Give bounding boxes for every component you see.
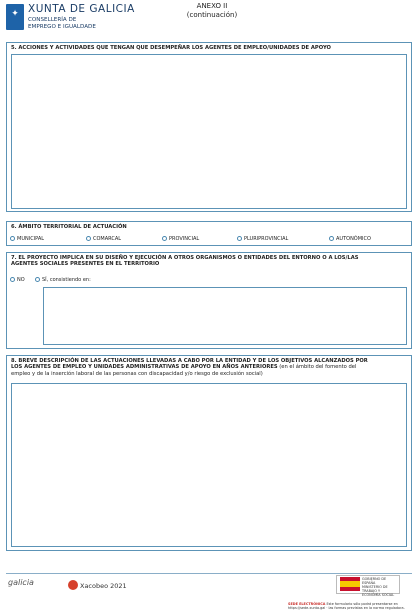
radio-comarcal[interactable] — [86, 236, 91, 241]
option-provincial-label: PROVINCIAL — [169, 235, 200, 242]
radio-municipal[interactable] — [10, 236, 15, 241]
option-comarcal-label: COMARCAL — [93, 235, 122, 242]
radio-pluriprovincial[interactable] — [237, 236, 242, 241]
galicia-logo: galicia — [8, 578, 34, 587]
section-8-label-line2-normal: (en el ámbito del fomento del — [277, 364, 357, 371]
radio-provincial[interactable] — [162, 236, 167, 241]
org-subtitle — [28, 17, 96, 30]
section-5-textarea[interactable] — [11, 54, 407, 209]
section-6-label: 6. ÁMBITO TERRITORIAL DE ACTUACIÓN — [11, 224, 127, 230]
radio-si[interactable] — [35, 277, 40, 282]
section-7-textarea[interactable] — [43, 287, 407, 345]
section-8-label — [11, 358, 409, 377]
section-7-label-line1: 7. EL PROYECTO IMPLICA EN SU DISEÑO Y EJECUCIÓN A OTROS ORGANISMOS O ENTIDADES DEL ENTORNO O A LOS/LAS — [11, 255, 359, 261]
annex-title — [182, 2, 242, 19]
section-8-label-line2-bold: LOS AGENTES DE EMPLEO Y UNIDADES ADMINISTRATIVAS DE APOYO EN AÑOS ANTERIORES — [11, 364, 278, 371]
section-5-label: 5. ACCIONES Y ACTIVIDADES QUE TENGAN QUE DESEMPEÑAR LOS AGENTES DE EMPLEO/UNIDADES DE APOYO — [11, 45, 331, 51]
section-7-label-line2: AGENTES SOCIALES PRESENTES EN EL TERRITORIO — [11, 261, 160, 268]
sede-label[interactable]: SEDE ELECTRÓNICA — [288, 602, 326, 606]
annex-subtitle-text: (continuación) — [186, 10, 238, 19]
annex-title-text: ANEXO II — [196, 2, 228, 10]
section-8-label-line3: empleo y de la inserción laboral de las personas con discapacidad y/o riesgo de exclusión social) — [11, 370, 263, 377]
xacobeo-logo: Xacobeo 2021 — [80, 582, 127, 590]
section-8 — [6, 355, 412, 551]
sede-text: Este formulario sólo podrá presentarse en https://sede.xunta.gal · las formas previstas en la norma reguladora. — [288, 602, 405, 611]
spain-flag-icon — [340, 577, 360, 591]
radio-no[interactable] — [10, 277, 15, 282]
section-8-label-line1: 8. BREVE DESCRIPCIÓN DE LAS ACTUACIONES LLEVADAS A CABO POR LA ENTIDAD Y DE LOS OBJETIVOS ALCANZADOS POR — [11, 358, 368, 364]
org-name: XUNTA DE GALICIA — [28, 3, 135, 15]
xunta-logo-icon: ✦ — [6, 4, 24, 30]
org-sub-line2: EMPREGO E IGUALDADE — [28, 23, 96, 30]
option-no-label: NO — [17, 276, 25, 283]
section-6 — [6, 221, 412, 246]
section-8-textarea[interactable] — [11, 383, 407, 547]
sede-note — [288, 602, 414, 610]
option-si-label: SÍ, consistiendo en: — [42, 276, 91, 283]
section-7 — [6, 252, 412, 349]
section-7-label — [11, 255, 409, 268]
footer-divider — [6, 573, 412, 574]
section-5 — [6, 42, 412, 212]
xacobeo-icon — [68, 580, 78, 590]
gov-logo-text: GOBIERNO DE ESPAÑA MINISTERIO DE TRABAJO Y ECONOMÍA SOCIAL — [362, 577, 395, 597]
section-8-label-line2 — [11, 364, 409, 370]
option-municipal-label: MUNICIPAL — [17, 235, 45, 242]
radio-autonomico[interactable] — [329, 236, 334, 241]
option-pluriprovincial-label: PLURIPROVINCIAL — [244, 235, 289, 242]
option-autonomico-label: AUTONÓMICO — [336, 235, 371, 242]
org-sub-line1: CONSELLERÍA DE — [28, 17, 77, 23]
